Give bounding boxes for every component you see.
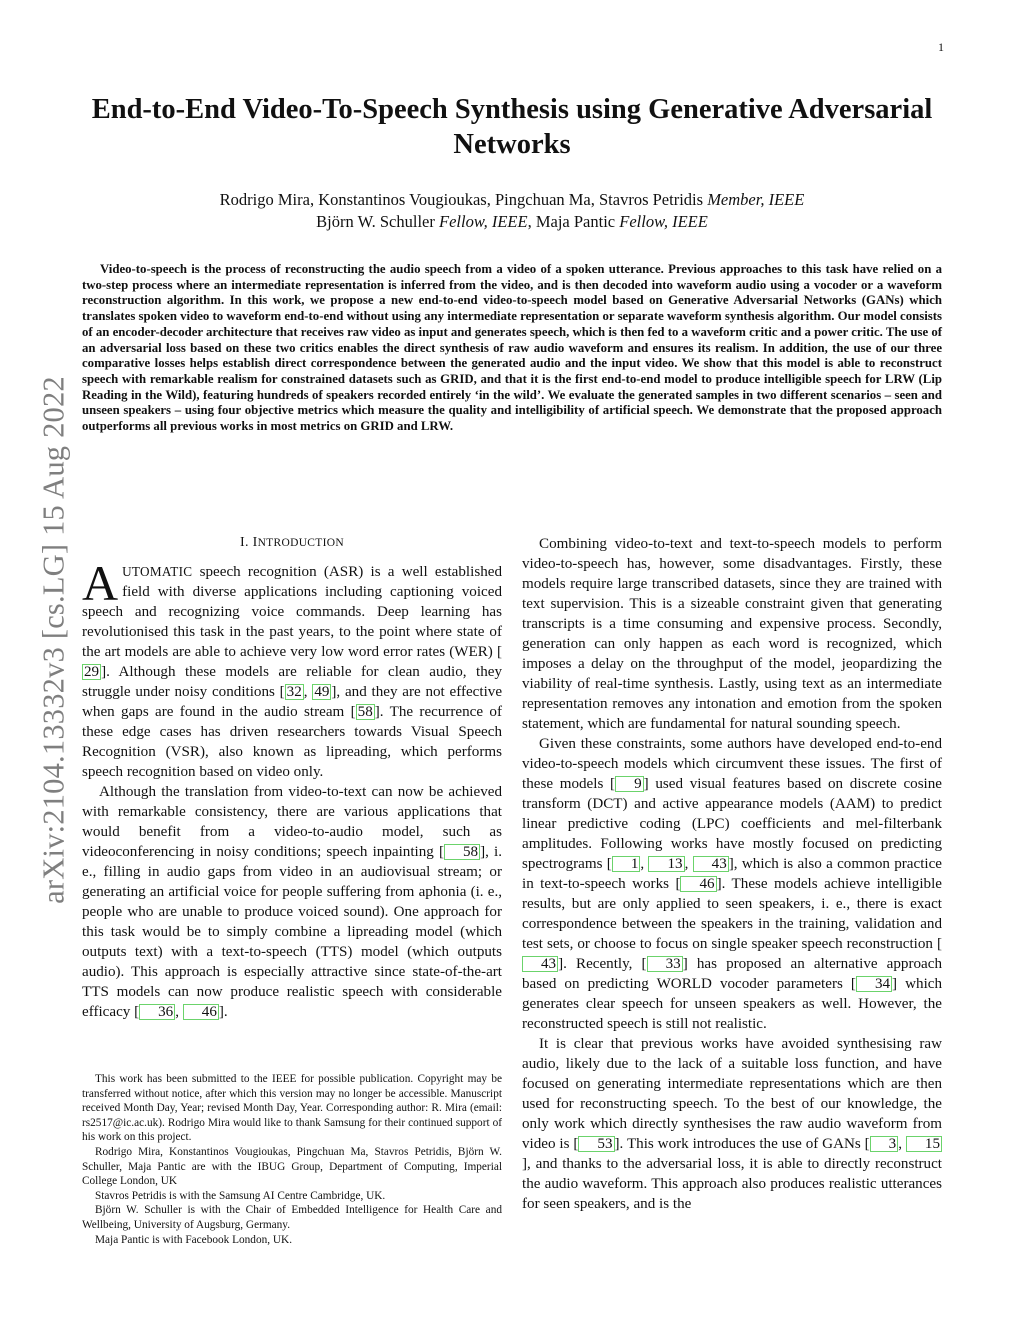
text-run: , (684, 856, 693, 872)
text-run: ]. The recurrence of these edge cases has driven researchers towards Visual Speech Recognition (VSR), also known as lipreading, which performs speech recognition based on video only. (82, 704, 502, 780)
footnote: Maja Pantic is with Facebook London, UK. (95, 1233, 293, 1246)
text-run: ] which generates clear speech for unseen speakers as well. However, the reconstructed speech is still not realistic. (522, 976, 943, 1032)
citation-link[interactable]: 15 (906, 1136, 942, 1152)
citation-link[interactable]: 36 (139, 1004, 175, 1020)
text-run: , (640, 856, 649, 872)
citation-link[interactable]: 13 (648, 856, 684, 872)
citation-link[interactable]: 32 (286, 684, 302, 700)
citation-link[interactable]: 46 (183, 1004, 219, 1020)
footnotes (82, 1072, 502, 1247)
abstract: Video-to-speech is the process of reconstructing the audio speech from a video of a spoken utterance. Previous approaches to this task have relied on a two-step process where an intermediate representation is inferred from the video, and is then decoded into waveform audio using a vocoder or a waveform reconstruction algorithm. In this work, we propose a new end-to-end video-to-speech model based on Generative Adversarial Networks (GANs) which translates spoken video to waveform end-to-end without using any intermediate representation or separate waveform synthesis algorithm. Our model consists of an encoder-decoder architecture that receives raw video as input and generates speech, which is then fed to a waveform critic and a power critic. The use of an adversarial loss based on these two critics enables the direct synthesis of raw audio waveform and ensures its realism. In addition, the use of our three comparative losses helps establish direct correspondence between the generated audio and the input video. We show that this model is able to reconstruct speech with remarkable realism for constrained datasets such as GRID, and that it is the first end-to-end model to produce intelligible speech for LRW (Lip Reading in the Wild), featuring hundreds of speakers recorded entirely ‘in the wild’. We evaluate the generated samples in two different scenarios – seen and unseen speakers – using four objective metrics which measure the quality and intelligibility of artificial speech. We demonstrate that the proposed approach outperforms all previous works in most metrics on GRID and LRW. (82, 262, 942, 434)
text-run: Although the translation from video-to-text can now be achieved with remarkable consistency, there are various applications that would benefit from a video-to-audio model, such as videoconferencing in noisy conditions; speech inpainting [ (82, 784, 502, 860)
citation-link[interactable]: 1 (612, 856, 641, 872)
text-run: , (303, 684, 313, 700)
author-role: Fellow, IEEE (619, 212, 708, 231)
right-column (522, 534, 942, 1214)
section-heading-introduction (82, 534, 502, 552)
text-run: ]. Recently, [ (558, 956, 647, 972)
author-block (100, 189, 924, 233)
text-run: , (175, 1004, 183, 1020)
text-run: , (898, 1136, 906, 1152)
author-name: Björn W. Schuller (316, 212, 439, 231)
footnote: This work has been submitted to the IEEE for possible publication. Copyright may be transferred without notice, after which this version may no longer be accessible. Manuscript received Month Day, Year; revised Month Day, Year. Corresponding author: R. Mira (email: rs2517@ic.ac.uk). Rodrigo Mira would like to thank Samsung for their continued support of his work on this project. (82, 1073, 502, 1144)
arxiv-stamp-text: arXiv:2104.13332v3 [cs.LG] 15 Aug 2022 (36, 376, 71, 904)
citation-link[interactable]: 3 (870, 1136, 899, 1152)
text-run: ]. This work introduces the use of GANs [ (614, 1136, 870, 1152)
lead-caps: UTOMATIC (122, 564, 193, 579)
text-run: ]. Although these models are reliable for clean audio, they struggle under noisy conditions [ (82, 664, 502, 700)
citation-link[interactable]: 43 (522, 956, 558, 972)
paragraph: Combining video-to-text and text-to-speech models to perform video-to-speech has, however, some disadvantages. Firstly, these models require large transcribed datasets, since they are trained with text supervision. This is a sizeable constraint given that generating transcripts is a time consuming and expensive process. Secondly, generation can only happen as each word is recognized, which imposes a delay on the throughput of the model, jeopardizing the viability of real-time synthesis. Lastly, using text as an intermediate representation removes any intonation and emotion from the spoken statement, which are fundamental for natural sounding speech. (522, 536, 942, 732)
text-run: ], i. e., filling in audio gaps from video in an audiovisual stream; or generating an artificial voice for people suffering from aphonia (i. e., people who are unable to produce voiced sound). One approach for this task would be to simply combine a lipreading model (which outputs text) with a text-to-speech (TTS) model (which outputs audio). This approach is especially attractive since state-of-the-art TTS models can now produce realistic speech with considerable efficacy [ (82, 844, 502, 1020)
citation-link[interactable]: 33 (647, 956, 683, 972)
footnote: Stavros Petridis is with the Samsung AI Centre Cambridge, UK. (95, 1189, 386, 1202)
text-run: Given these constraints, some authors have developed end-to-end video-to-speech models which circumvent these issues. The first of these models [ (522, 736, 942, 792)
citation-link[interactable]: 58 (444, 844, 480, 860)
author-role: Fellow, IEEE (439, 212, 528, 231)
author-name: , Maja Pantic (527, 212, 620, 231)
paragraph (82, 555, 503, 782)
paragraph (82, 782, 502, 1022)
text-run: ] used visual features based on discrete cosine transform (DCT) and active appearance models (AAM) to predict linear predictive coding (LPC) coefficients and mel-filterbank amplitudes. Following works have mostly focused on predicting spectrograms [ (522, 776, 943, 872)
footnote: Björn W. Schuller is with the Chair of Embedded Intelligence for Health Care and Wellbeing, University of Augsburg, Germany. (82, 1204, 502, 1231)
page-number: 1 (938, 40, 944, 54)
author-role: Member, IEEE (707, 190, 805, 209)
citation-link[interactable]: 29 (84, 664, 100, 680)
citation-link[interactable]: 58 (357, 704, 373, 720)
citation-link[interactable]: 34 (856, 976, 892, 992)
footnote: Rodrigo Mira, Konstantinos Vougioukas, Pingchuan Ma, Stavros Petridis, Björn W. Schuller, Maja Pantic are with the IBUG Group, Department of Computing, Imperial College London, UK (82, 1145, 502, 1188)
citation-link[interactable]: 43 (693, 856, 729, 872)
text-run: ], and they are not effective when gaps are found in the audio stream [ (82, 684, 503, 720)
section-title-rest: NTRODUCTION (257, 537, 344, 549)
text-run: ]. (218, 1004, 228, 1020)
section-number: I. (240, 535, 253, 550)
drop-cap: A (82, 555, 119, 611)
text-run: ], which is also a common practice in text-to-speech works [ (522, 856, 942, 892)
text-run: It is clear that previous works have avoided synthesising raw audio, likely due to the lack of a suitable loss function, and have focused on generating intermediate representations which are then used for reconstructing speech. To the best of our knowledge, the only work which directly synthesises the raw audio waveform from video is [ (522, 1036, 942, 1152)
text-run: ]. These models achieve intelligible results, but are only applied to seen speakers, i. e., there is exact correspondence between the speakers in the training, validation and test sets, or choose to focus on single speaker speech reconstruction [ (522, 876, 942, 952)
paragraph (522, 1034, 942, 1214)
left-column (82, 534, 502, 1022)
citation-link[interactable]: 9 (615, 776, 644, 792)
author-line-2 (100, 211, 924, 233)
citation-link[interactable]: 53 (578, 1136, 614, 1152)
text-run: speech recognition (ASR) is a well established field with diverse applications including captioning voiced speech and recognizing voice commands. Deep learning has revolutionised this task in the past years, to the point where state of the art models are able to achieve very low word error rates (WER) [ (82, 564, 502, 660)
citation-link[interactable]: 46 (680, 876, 716, 892)
author-line-1 (100, 189, 924, 211)
paragraph (522, 734, 942, 1034)
citation-link[interactable]: 49 (314, 684, 330, 700)
paper-title: End-to-End Video-To-Speech Synthesis using Generative Adversarial Networks (91, 94, 933, 160)
section-title-initial: I (252, 535, 258, 550)
text-run: ] has proposed an alternative approach based on predicting WORLD vocoder parameters [ (522, 956, 942, 992)
author-names: Rodrigo Mira, Konstantinos Vougioukas, Pingchuan Ma, Stavros Petridis (219, 190, 708, 209)
text-run: ], and thanks to the adversarial loss, it is able to directly reconstruct the audio waveform. This approach also produces realistic utterances for seen speakers, and is the (522, 1156, 942, 1212)
